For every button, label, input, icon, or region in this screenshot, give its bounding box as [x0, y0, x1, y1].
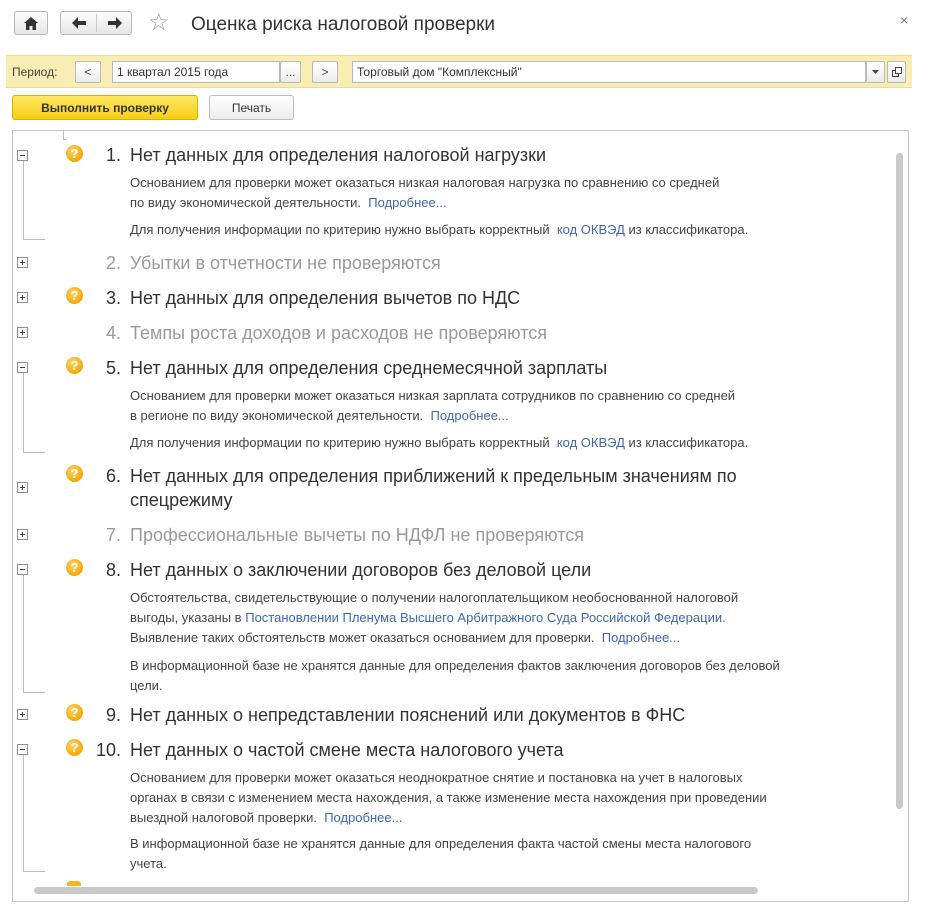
open-window-icon: [892, 67, 902, 77]
warning-icon: ?: [66, 465, 83, 482]
expand-toggle-4[interactable]: [17, 327, 28, 338]
item-hint: В информационной базе не хранятся данные для определения факта частой смены места налогового учета.: [130, 836, 752, 871]
item-number: 10.: [95, 740, 121, 760]
item-number: 8.: [105, 560, 121, 580]
back-button[interactable]: [61, 12, 96, 34]
item-number: 7.: [105, 525, 121, 545]
item-description: Обстоятельства, свидетельствующие о получении налогоплательщиком необоснованной налоговой выгоды, указаны в Постановлении Пленума Высшего Арбитражного Суда Российской Федерации. Выявление таких обстоятельств может оказаться основанием для проверки. Подробнее...: [130, 590, 739, 645]
item-description: Основанием для проверки может оказаться низкая зарплата сотрудников по сравнению со средней в регионе по виду экономической деятельности. Подробнее...: [130, 388, 736, 423]
item-number: 1.: [105, 145, 121, 165]
item-title: Нет данных для определения вычетов по НДС: [130, 288, 521, 308]
item-title: Нет данных о непредставлении пояснений или документов в ФНС: [130, 705, 686, 725]
home-icon: [15, 12, 47, 34]
expand-toggle-7[interactable]: [17, 529, 28, 540]
print-button[interactable]: Печать: [209, 95, 294, 120]
item-title: Убытки в отчетности не проверяются: [130, 253, 441, 273]
item-title: Нет данных о заключении договоров без деловой цели: [130, 560, 592, 580]
horizontal-scrollbar[interactable]: [34, 887, 758, 894]
collapse-toggle-1[interactable]: [17, 150, 28, 161]
item-title: Профессиональные вычеты по НДФЛ не проверяются: [130, 525, 585, 545]
expand-toggle-9[interactable]: [17, 709, 28, 720]
warning-icon: ?: [66, 145, 83, 162]
window-header: [0, 0, 925, 50]
item-title: Нет данных для определения приближений к предельным значениям по спецрежиму: [130, 466, 737, 510]
warning-icon: ?: [66, 357, 83, 374]
item-description: Основанием для проверки может оказаться низкая налоговая нагрузка по сравнению со средней по виду экономической деятельности. Подробнее...: [130, 175, 720, 210]
period-bar: [6, 55, 912, 88]
warning-icon: ?: [66, 739, 83, 756]
next-period-button[interactable]: >: [312, 61, 338, 83]
open-organization-button[interactable]: [887, 61, 906, 83]
expand-toggle-2[interactable]: [17, 257, 28, 268]
item-number: 5.: [105, 358, 121, 378]
item-number: 6.: [105, 466, 121, 486]
item-hint: Для получения информации по критерию нужно выбрать корректный код ОКВЭД из классификатора.: [130, 435, 749, 450]
okved-link[interactable]: код ОКВЭД: [556, 435, 625, 450]
close-icon[interactable]: ×: [900, 12, 909, 28]
item-number: 9.: [105, 705, 121, 725]
organization-dropdown-button[interactable]: [866, 61, 885, 83]
item-hint: В информационной базе не хранятся данные для определения фактов заключения договоров без деловой цели.: [130, 658, 780, 693]
item-title: Нет данных для определения налоговой нагрузки: [130, 145, 547, 165]
period-input[interactable]: 1 квартал 2015 года: [112, 61, 280, 83]
warning-icon: ?: [66, 287, 83, 304]
warning-icon: ?: [66, 559, 83, 576]
organization-input[interactable]: Торговый дом "Комплексный": [352, 61, 866, 83]
item-number: 4.: [105, 323, 121, 343]
home-button[interactable]: [14, 11, 48, 35]
more-link[interactable]: Подробнее...: [324, 810, 403, 825]
prev-period-button[interactable]: <: [75, 61, 101, 83]
next-warning-icon-partial: [67, 881, 81, 886]
okved-link[interactable]: код ОКВЭД: [556, 222, 625, 237]
item-description: Основанием для проверки может оказаться неоднократное снятие и постановка на учет в налоговых органах в связи с изменением места нахождения, а также изменение места нахождения при проведении выездной налоговой проверки. Подробнее...: [130, 770, 767, 825]
run-check-button[interactable]: Выполнить проверку: [12, 95, 198, 120]
item-hint: Для получения информации по критерию нужно выбрать корректный код ОКВЭД из классификатора.: [130, 222, 749, 237]
period-select-button[interactable]: ...: [280, 61, 301, 83]
warning-icon: ?: [66, 704, 83, 721]
star-icon[interactable]: ☆: [148, 9, 170, 36]
item-title: Нет данных для определения среднемесячной зарплаты: [130, 358, 608, 378]
collapse-toggle-10[interactable]: [17, 744, 28, 755]
more-link[interactable]: Подробнее...: [368, 195, 447, 210]
results-panel: [12, 130, 909, 902]
expand-toggle-3[interactable]: [17, 292, 28, 303]
chevron-down-icon: [872, 70, 879, 74]
forward-button[interactable]: [97, 12, 132, 34]
navigation-group: [60, 11, 132, 35]
collapse-toggle-5[interactable]: [17, 362, 28, 373]
collapse-toggle-8[interactable]: [17, 564, 28, 575]
arrow-left-icon: [72, 17, 86, 29]
more-link[interactable]: Подробнее...: [430, 408, 509, 423]
expand-toggle-6[interactable]: [17, 482, 28, 493]
item-number: 3.: [105, 288, 121, 308]
vertical-scrollbar[interactable]: [896, 153, 903, 809]
period-label: Период:: [12, 65, 58, 79]
page-title: Оценка риска налоговой проверки: [191, 14, 496, 35]
resolution-link[interactable]: Постановлении Пленума Высшего Арбитражного Суда Российской Федерации.: [245, 610, 726, 625]
item-title: Нет данных о частой смене места налогового учета: [130, 740, 564, 760]
more-link[interactable]: Подробнее...: [601, 630, 681, 645]
item-number: 2.: [105, 253, 121, 273]
arrow-right-icon: [108, 17, 122, 29]
item-title: Темпы роста доходов и расходов не проверяются: [130, 323, 548, 343]
